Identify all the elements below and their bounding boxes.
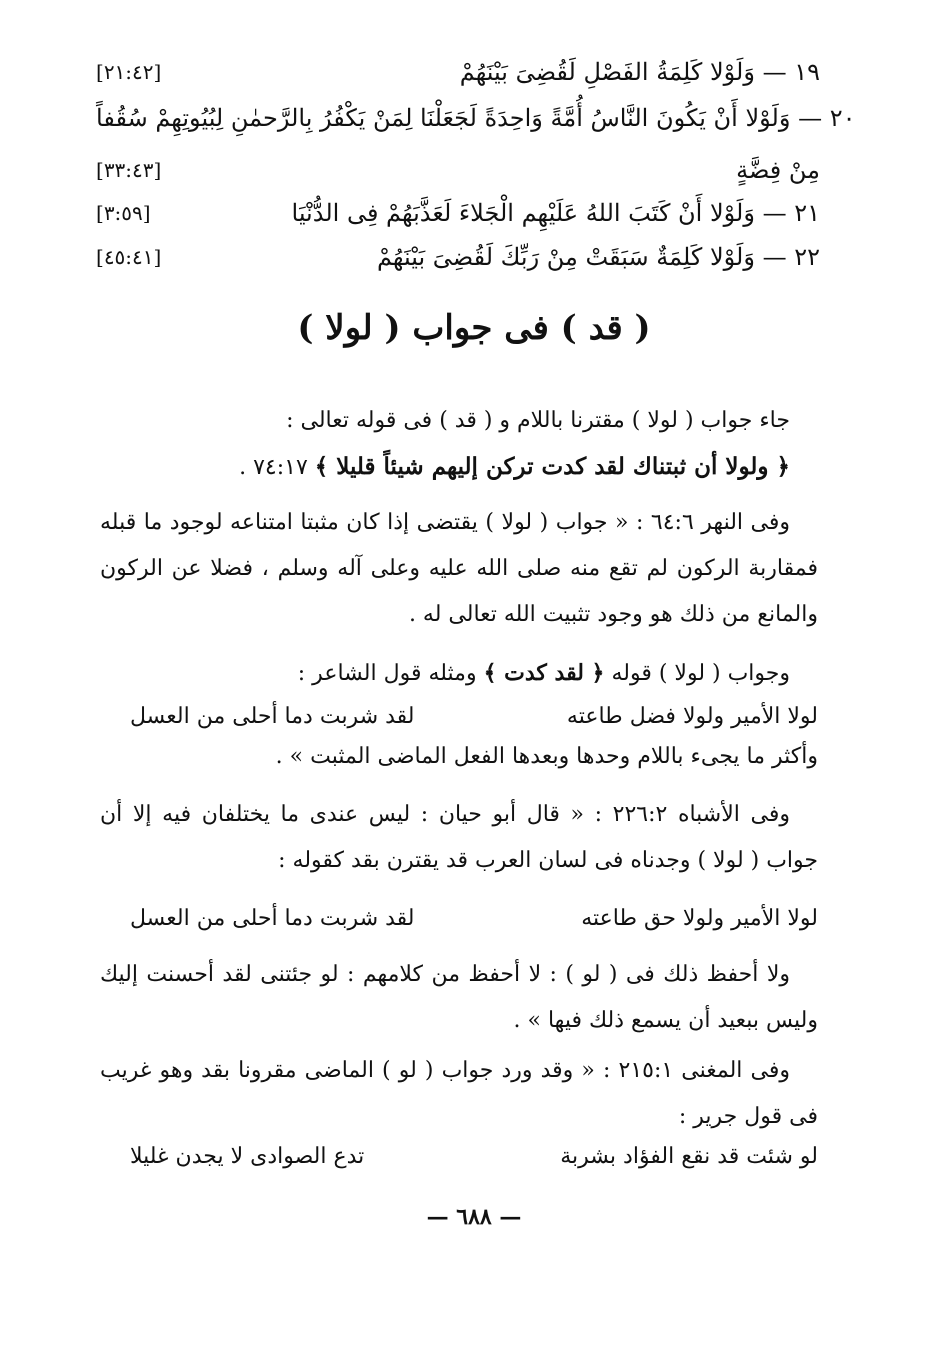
verse-text: ٢١ — وَلَوْلا أَنْ كَتَبَ اللهُ عَلَيْهِم الْجَلاءَ لَعَذَّبَهُمْ فِى الدُّنْيَا (291, 199, 820, 227)
poem-hemistich-second: تدع الصوادى لا يجدن غليلا (130, 1143, 365, 1169)
verse-row (96, 193, 820, 233)
quran-quote: ﴿ ولولا أن ثبتناك لقد كدت تركن إليهم شيئاً قليلا ﴾ (314, 453, 790, 480)
paragraph: وأكثر ما يجىء باللام وحدها وبعدها الفعل الماضى المثبت » . (275, 744, 818, 769)
poem-hemistich-first: لو شئت قد نقع الفؤاد بشربة (560, 1143, 818, 1169)
poem-hemistich-first: لولا الأمير ولولا حق طاعته (581, 905, 818, 931)
poem-hemistich-second: لقد شربت دما أحلى من العسل (130, 905, 415, 931)
paragraph (100, 398, 818, 491)
verse-reference: [٣:٥٩] (96, 201, 151, 225)
poem-verse (130, 696, 818, 736)
paragraph: وفى المغنى ٢١٥:١ : « وقد ورد جواب ( لو ) الماضى مقرونا بقد وهو غريب فى قول جرير : (100, 1058, 818, 1129)
paragraph: وفى النهر ٦٤:٦ : « جواب ( لولا ) يقتضى إذا كان مثبتا امتناعه لوجود ما قبله فمقاربة الركون لم تقع منه صلى الله عليه وعلى آله وسلم ، فضلا عن الركون والمانع من ذلك هو وجود تثبيت الله تعالى له . (100, 510, 818, 627)
section-heading: ( قد ) فى جواب ( لولا ) (297, 308, 651, 348)
paragraph: ولا أحفظ ذلك فى ( لو ) : لا أحفظ من كلامهم : لو جئتنى لقد أحسنت إليك وليس ببعيد أن يسمع ذلك فيها » . (100, 962, 818, 1033)
verse-text: ١٩ — وَلَوْلا كَلِمَةُ الفَصْلِ لَقُضِىَ بَيْنَهُمْ (459, 58, 820, 86)
verse-text: ٢٢ — وَلَوْلا كَلِمَةٌ سَبَقَتْ مِنْ رَبِّكَ لَقُضِىَ بَيْنَهُمْ (376, 243, 820, 271)
poem-hemistich-second: لقد شربت دما أحلى من العسل (130, 703, 415, 729)
page-number: — ٦٨٨ — (426, 1204, 522, 1230)
poem-verse (130, 898, 818, 938)
verse-text: ٢٠ — وَلَوْلا أَنْ يَكُونَ النَّاسُ أُمَّةً وَاحِدَةً لَجَعَلْنَا لِمَنْ يَكْفُرُ بِالرَّحمٰنِ لِبُيُوتِهِمْ سُقُفاً (96, 104, 856, 132)
paragraph-text: ومثله قول الشاعر : (297, 661, 477, 686)
poem-verse (130, 1136, 818, 1176)
verse-row (96, 52, 820, 92)
paragraph-intro: جاء جواب ( لولا ) مقترنا باللام و ( قد ) فى قوله تعالى : (286, 408, 790, 433)
verse-row (96, 150, 820, 190)
verse-continuation: مِنْ فِضَّةٍ (736, 156, 820, 184)
quran-reference: ٧٤:١٧ . (239, 455, 308, 480)
paragraph: وفى الأشباه ٢٢٦:٢ : « قال أبو حيان : ليس عندى ما يختلفان فيه إلا أن جواب ( لولا ) وجدناه فى لسان العرب قد يقترن بقد كقوله : (100, 802, 818, 873)
paragraph (100, 650, 818, 697)
verse-row (96, 237, 820, 277)
verse-row (96, 98, 856, 138)
verse-reference: [٤٥:٤١] (96, 245, 162, 269)
poem-hemistich-first: لولا الأمير ولولا فضل طاعته (566, 703, 818, 729)
verse-reference: [٣٣:٤٣] (96, 158, 162, 182)
verse-reference: [٢١:٤٢] (96, 60, 162, 84)
paragraph-text: وجواب ( لولا ) قوله (611, 661, 790, 686)
quran-quote: ﴿ لقد كدت ﴾ (483, 660, 605, 686)
